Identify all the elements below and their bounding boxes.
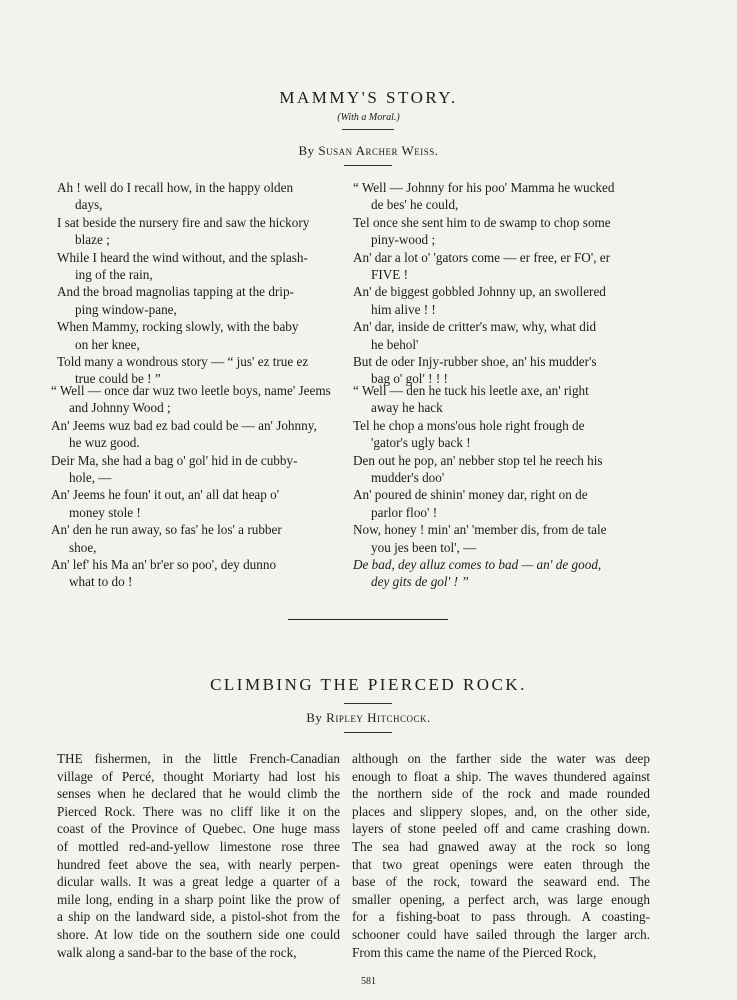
poem-byline [0,143,737,159]
article-column-right [352,750,650,961]
poem-left-stanza-2 [51,382,331,591]
article-line: senses when he declared that he would climb the [57,786,340,802]
poem-line: Tel once she sent him to de swamp to chop some [353,214,611,230]
poem-line: And the broad magnolias tapping at the drip- [57,284,294,300]
poem-line: dey gits de gol' ! ” [371,574,469,590]
article-line: village of Percé, thought Moriarty had lost his [57,768,340,784]
article-byline [0,710,737,726]
article-column-left [57,750,340,961]
article-line: From this came the name of the Pierced Rock, [352,944,597,960]
poem-line: parlor floo' ! [371,504,438,520]
poem-right-stanza-2 [353,382,606,591]
poem-right-stanza-1 [353,179,614,388]
poem-line: and Johnny Wood ; [69,400,171,416]
article-line: Pierced Rock. There was no cliff like it on the [57,803,340,819]
article-byline-prefix: By [306,710,323,725]
poem-line: what to do ! [69,574,133,590]
poem-line: “ Well — Johnny for his poo' Mamma he wucked [353,180,615,195]
show-through-header [0,36,737,52]
article-author: Ripley Hitchcock. [326,710,431,725]
poem-line: An' poured de shinin' money dar, right on de [353,487,588,503]
article-line: for a fishing-boat to pass through. A coasting- [352,909,650,925]
section-divider [288,619,448,620]
article-line: layers of stone peeled off and came crashing down. [352,821,650,837]
poem-line: on her knee, [75,336,140,352]
poem-title: MAMMY'S STORY. [279,88,458,107]
poem-line: ing of the rain, [75,267,153,283]
poem-line: mudder's doo' [371,470,445,486]
poem-line: shoe, [69,539,97,555]
poem-line: piny-wood ; [371,232,436,248]
poem-line: An' den he run away, so fas' he los' a rubber [51,522,282,538]
article-line: coast of the Province of Quebec. One huge mass [57,821,340,837]
poem-line: An' lef' his Ma an' br'er so poo', dey dunno [51,557,277,573]
article-line: that two great openings were eaten through the [352,856,650,872]
article-line: THE fishermen, in the little French-Canadian [57,751,340,766]
poem-line: away he hack [371,400,443,416]
poem-line: days, [75,197,103,213]
article-line: hundred feet above the sea, with nearly perpen- [57,856,340,872]
poem-line: he wuz good. [69,435,140,451]
article-line: although on the farther side the water was deep [352,751,650,766]
poem-subtitle: (With a Moral.) [337,112,400,123]
poem-line: Deir Ma, she had a bag o' gol' hid in de cubby- [51,452,298,468]
poem-line: him alive ! ! [371,301,436,317]
article-byline-rule [344,732,392,733]
article-title-rule [344,703,392,704]
article-line: The sea had gnawed away at the rock so long [352,838,650,854]
poem-line: FIVE ! [371,267,408,283]
article-line: smaller opening, a perfect arch, was large enough [352,891,650,907]
page-number: 581 [361,976,376,987]
poem-byline-rule [344,165,392,166]
article-line: schooner could have sailed through the larger arch. [352,926,650,942]
poem-line: Tel he chop a mons'ous hole right frough de [353,417,585,433]
article-line: walk along a sand-bar to the base of the rock, [57,944,297,960]
poem-line: While I heard the wind without, and the splash- [57,249,308,265]
poem-author: Susan Archer Weiss. [318,143,439,158]
article-line: base of the rock, toward the seaward end. The [352,874,650,890]
poem-left-stanza-1 [57,179,309,388]
poem-line: An' dar, inside de critter's maw, why, what did [353,319,597,335]
article-line: shore. At low tide on the southern side one could [57,926,340,942]
poem-title-rule [342,129,394,130]
poem-line: An' dar a lot o' 'gators come — er free, er FO', er [353,249,611,265]
poem-line: ping window-pane, [75,301,177,317]
poem-line: De bad, dey alluz comes to bad — an' de good, [353,557,602,573]
article-line: mile long, ending in a sharp point like the prow of [57,891,340,907]
article-line: places and slippery slopes, and, on the other side, [352,803,650,819]
poem-line: But de oder Injy-rubber shoe, an' his mudder's [353,354,597,370]
poem-line: hole, — [69,470,112,486]
poem-line: true could be ! ” [75,371,161,387]
poem-line: you jes been tol', — [371,539,477,555]
poem-line: I sat beside the nursery fire and saw the hickory [57,214,310,230]
poem-line: 'gator's ugly back ! [371,435,471,451]
poem-line: Den out he pop, an' nebber stop tel he reech his [353,452,603,468]
poem-line: he behol' [371,336,419,352]
poem-byline-prefix: By [298,143,315,158]
poem-line: blaze ; [75,232,110,248]
poem-line: de bes' he could, [371,197,459,213]
article-line: a ship on the landward side, a pistol-shot from the [57,909,340,925]
poem-line: An' de biggest gobbled Johnny up, an swollered [353,284,606,300]
poem-line: Told many a wondrous story — “ jus' ez true ez [57,354,309,370]
article-title: CLIMBING THE PIERCED ROCK. [210,675,527,694]
poem-line: When Mammy, rocking slowly, with the baby [57,319,299,335]
article-line: of mottled red-and-yellow limestone rose three [57,838,340,854]
poem-line: Now, honey ! min' an' 'member dis, from de tale [353,522,607,538]
poem-line: bag o' gol' ! ! ! [371,371,448,387]
poem-line: Ah ! well do I recall how, in the happy olden [57,180,294,195]
poem-line: An' Jeems he foun' it out, an' all dat heap o' [51,487,280,503]
article-line: the northern side of the rock and made rounded [352,786,650,802]
article-line: enough to float a ship. The waves thundered against [352,768,650,784]
poem-line: “ Well — once dar wuz two leetle boys, name' Jeems [51,383,331,398]
poem-line: money stole ! [69,504,141,520]
article-line: dicular walls. It was a great ledge a quarter of a [57,874,340,890]
poem-line: “ Well — den he tuck his leetle axe, an' right [353,383,589,398]
poem-line: An' Jeems wuz bad ez bad could be — an' Johnny, [51,417,317,433]
